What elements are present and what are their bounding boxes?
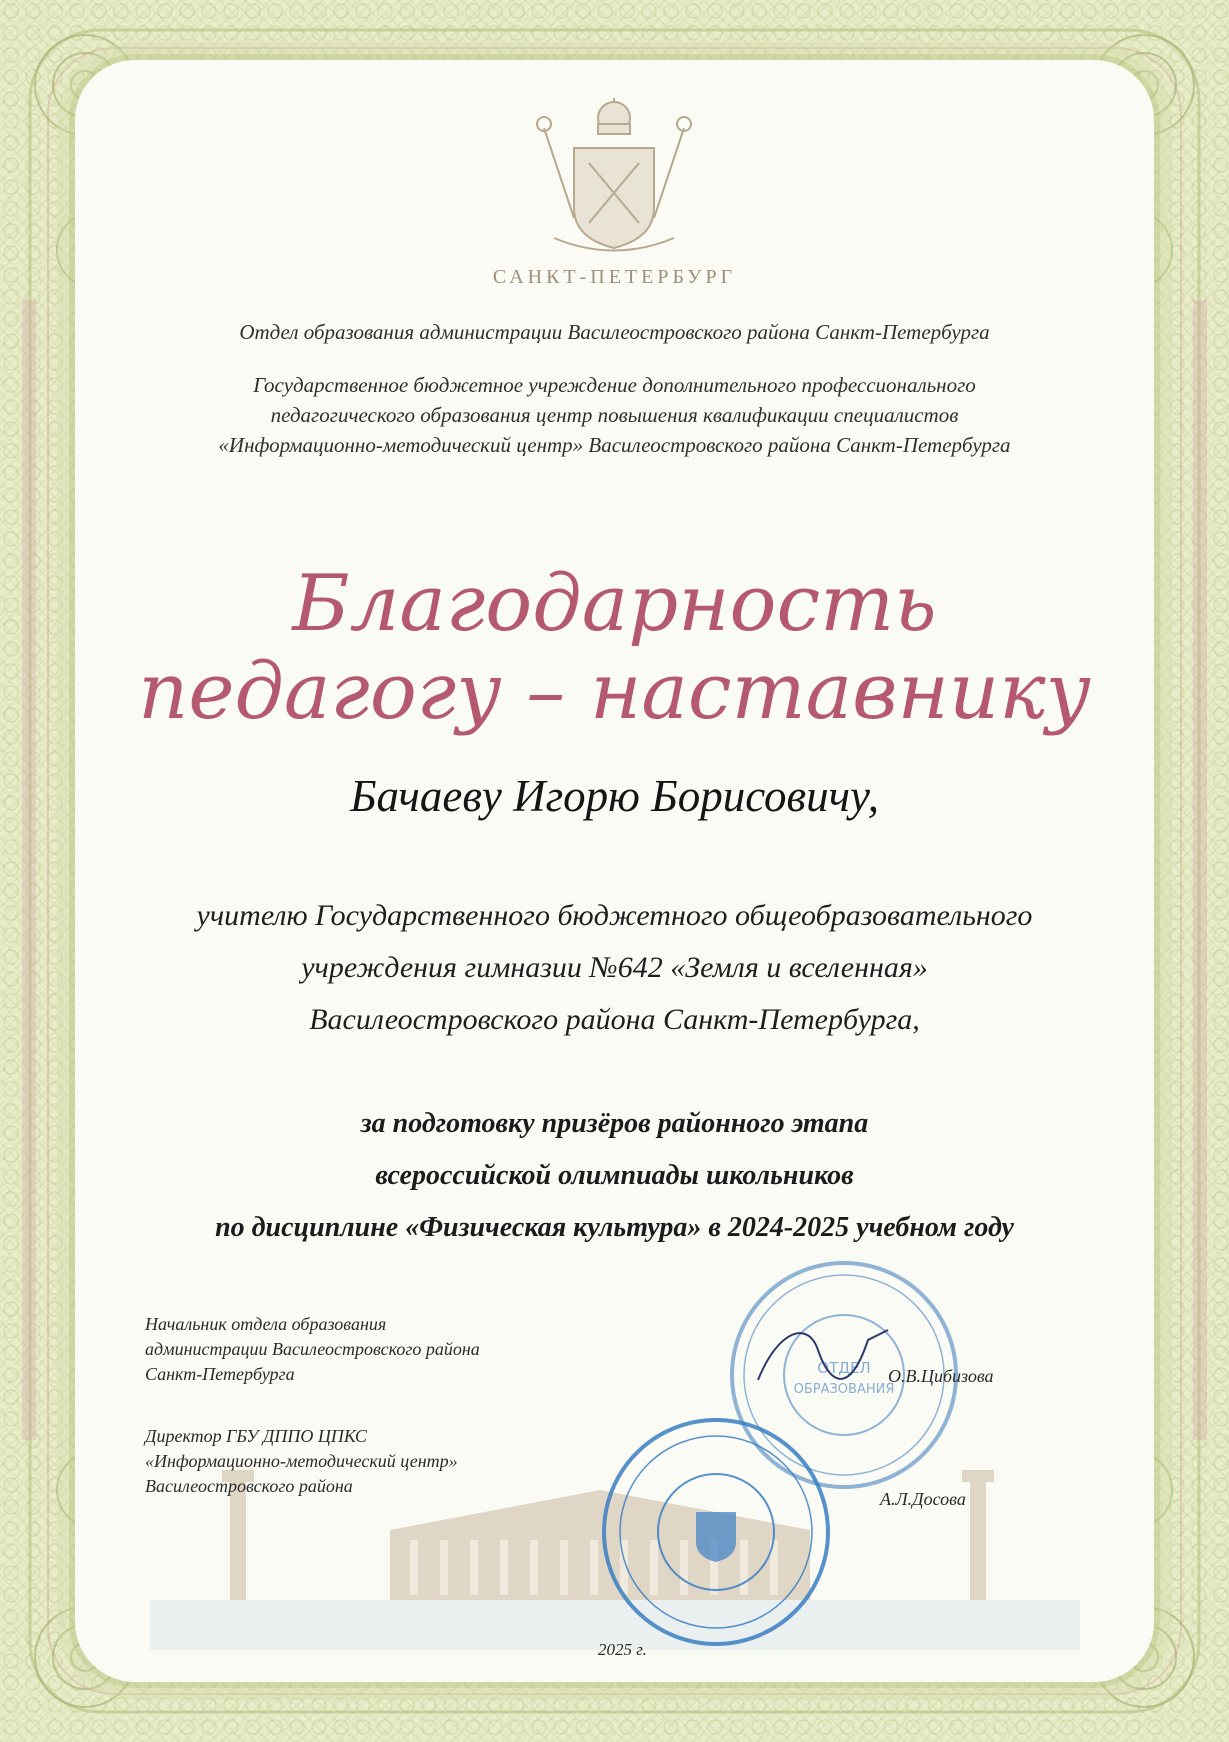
signature-position-line: «Информационно-методический центр» (145, 1451, 458, 1471)
recipient-name: Бачаеву Игорю Борисовичу, (349, 771, 880, 821)
role-line: учителю Государственного бюджетного общеобразовательного (196, 899, 1033, 932)
signature-block-2 (145, 1424, 595, 1499)
official-stamp (596, 1412, 836, 1652)
signature-position-line: Санкт-Петербурга (145, 1364, 295, 1384)
institution-line: Государственное бюджетное учреждение дополнительного профессионального (253, 373, 976, 397)
reason-line: по дисциплине «Физическая культура» в 2024-2025 учебном году (215, 1212, 1014, 1243)
reason-line: всероссийской олимпиады школьников (375, 1160, 854, 1191)
issue-year: 2025 г. (598, 1640, 647, 1659)
institution-line: педагогического образования центр повышения квалификации специалистов (270, 403, 959, 427)
institution-line: «Информационно-методический центр» Василеостровского района Санкт-Петербурга (218, 433, 1011, 457)
svg-text:ОТДЕЛ: ОТДЕЛ (817, 1359, 871, 1377)
title-line: педагогу – наставнику (138, 647, 1091, 737)
signature-position-line: Начальник отдела образования (145, 1314, 387, 1334)
signature-position-line: администрации Василеостровского района (145, 1339, 480, 1359)
institution-name (0, 370, 1229, 460)
role-line: учреждения гимназии №642 «Земля и вселенная» (301, 951, 928, 984)
certificate-title (0, 560, 1229, 736)
recipient-role (0, 890, 1229, 1046)
svg-text:ОБРАЗОВАНИЯ: ОБРАЗОВАНИЯ (793, 1382, 895, 1397)
title-line: Благодарность (292, 559, 937, 649)
signatory-name-1: О.В.Цибизова (888, 1366, 994, 1386)
role-line: Василеостровского района Санкт-Петербурга, (309, 1003, 920, 1036)
coat-of-arms-icon (514, 88, 714, 268)
handwritten-signature (748, 1310, 898, 1410)
signatory-name-2: А.Л.Досова (880, 1489, 966, 1509)
signature-position-line: Василеостровского района (145, 1476, 353, 1496)
department-name: Отдел образования администрации Василеостровского района Санкт-Петербурга (239, 320, 990, 344)
award-reason (0, 1098, 1229, 1254)
signature-block-1 (145, 1312, 595, 1387)
city-name: САНКТ-ПЕТЕРБУРГ (492, 266, 737, 288)
reason-line: за подготовку призёров районного этапа (360, 1108, 869, 1139)
signature-position-line: Директор ГБУ ДППО ЦПКС (145, 1426, 367, 1446)
